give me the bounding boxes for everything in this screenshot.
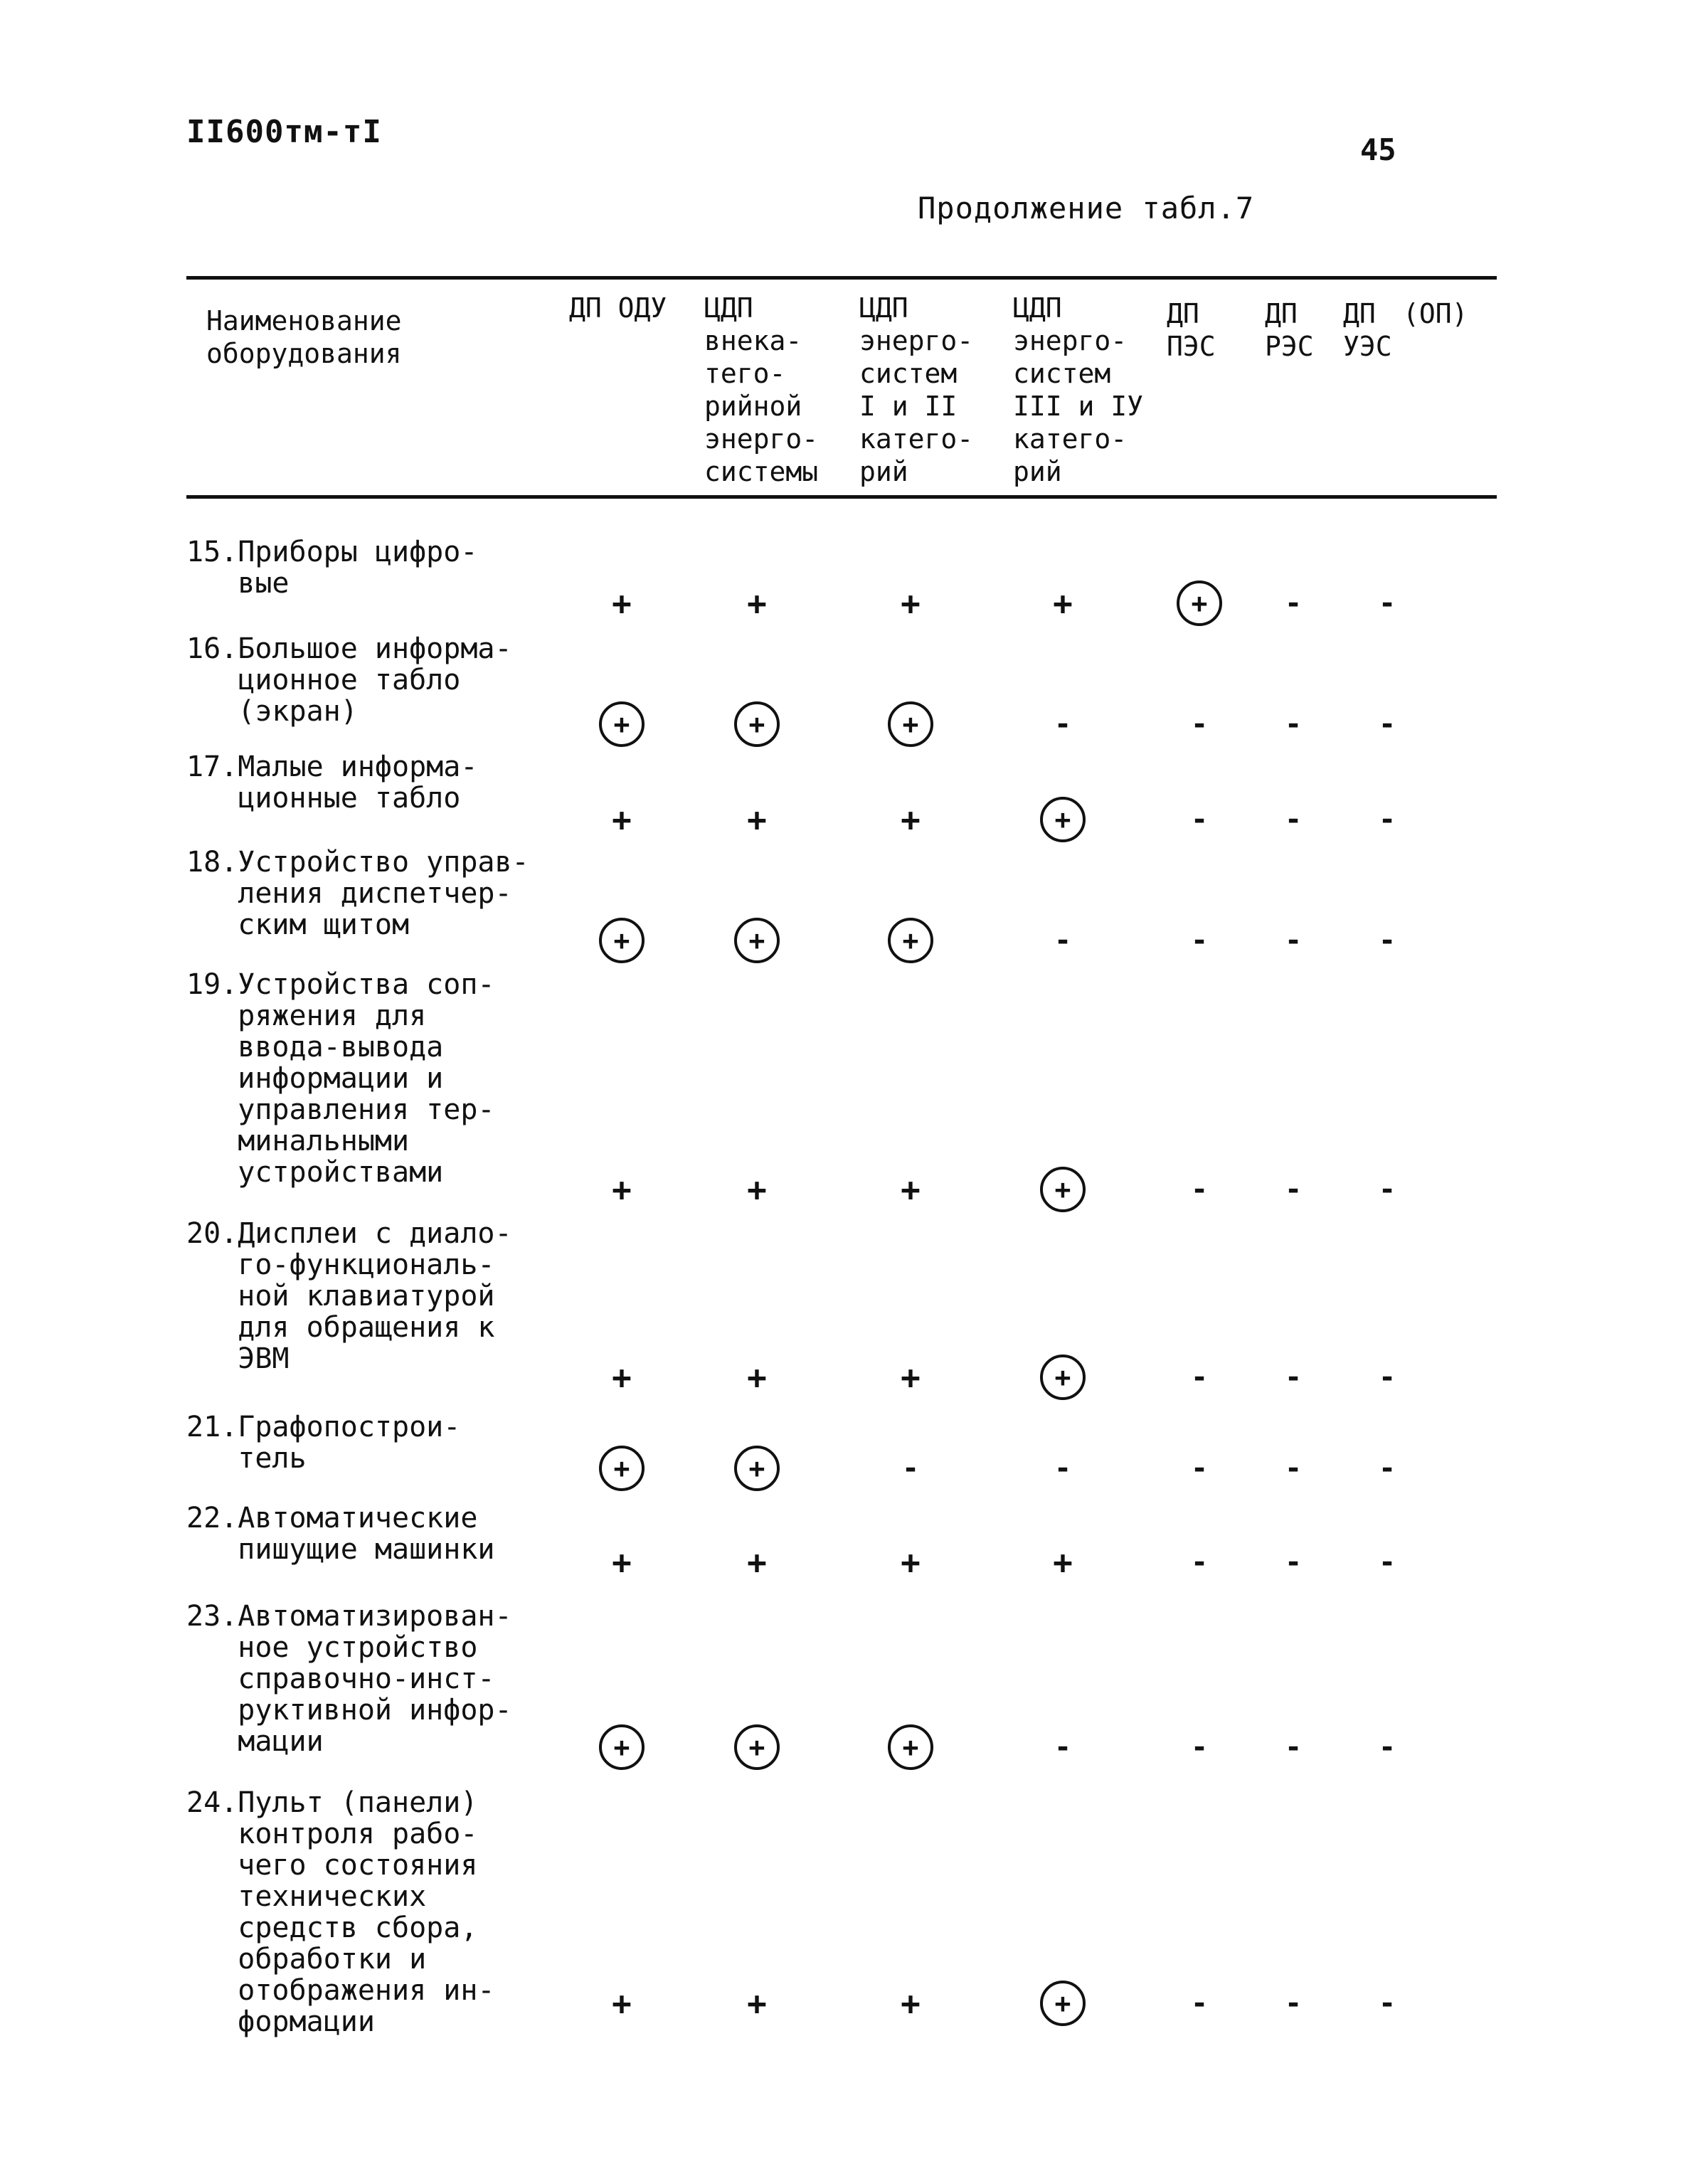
dash-mark: - (1284, 1361, 1303, 1394)
dash-mark: - (901, 1452, 920, 1485)
circled-plus-mark: + (1040, 797, 1086, 842)
header-col-dp-pes: ДП ПЭС (1167, 298, 1216, 362)
dash-mark: - (1190, 1731, 1209, 1764)
plus-mark: + (747, 1984, 767, 2023)
dash-mark: - (1190, 708, 1209, 741)
circled-plus-mark: + (599, 1724, 645, 1770)
dash-mark: - (1284, 1173, 1303, 1206)
dash-mark: - (1284, 803, 1303, 836)
header-equipment-name: Наименование оборудования (206, 305, 402, 369)
header-col-dp-ues: ДП УЭС (1343, 298, 1392, 362)
row-label: 23.Автоматизирован- ное устройство справочно-инст- руктивной инфор- мации (186, 1600, 512, 1758)
circled-plus-mark: + (1040, 1167, 1086, 1212)
header-col-dp-res: ДП РЭС (1265, 298, 1314, 362)
dash-mark: - (1284, 1546, 1303, 1579)
circled-plus-mark: + (734, 701, 780, 747)
circled-plus-mark: + (888, 701, 933, 747)
dash-mark: - (1378, 803, 1396, 836)
plus-mark: + (901, 1358, 921, 1396)
dash-mark: - (1378, 1731, 1396, 1764)
header-col-op: (ОП) (1403, 298, 1468, 329)
plus-mark: + (901, 1984, 921, 2023)
row-label: 16.Большое информа- ционное табло (экран) (186, 632, 512, 728)
circled-plus-mark: + (599, 701, 645, 747)
circled-plus-mark: + (1040, 1355, 1086, 1400)
circled-plus-mark: + (888, 918, 933, 963)
row-label: 21.Графопострои- тель (186, 1411, 461, 1475)
dash-mark: - (1378, 1173, 1396, 1206)
plus-mark: + (901, 800, 921, 839)
table-caption: Продолжение табл.7 (918, 191, 1255, 226)
row-label: 20.Дисплеи с диало- го-функциональ- ной клавиатурой для обращения к ЭВМ (186, 1217, 512, 1375)
dash-mark: - (1190, 1546, 1209, 1579)
circled-plus-mark: + (888, 1724, 933, 1770)
dash-mark: - (1284, 1731, 1303, 1764)
dash-mark: - (1378, 1361, 1396, 1394)
plus-mark: + (612, 1984, 632, 2023)
row-label: 17.Малые информа- ционные табло (186, 751, 478, 815)
dash-mark: - (1378, 1452, 1396, 1485)
plus-mark: + (747, 1170, 767, 1209)
plus-mark: + (612, 800, 632, 839)
row-label: 15.Приборы цифро- вые (186, 536, 478, 600)
header-col-cdp-noncategory: ЦДП внека- тего- рийной энерго- системы (704, 292, 819, 487)
dash-mark: - (1190, 1361, 1209, 1394)
plus-mark: + (1053, 584, 1073, 622)
dash-mark: - (1054, 708, 1072, 741)
circled-plus-mark: + (734, 918, 780, 963)
dash-mark: - (1284, 1452, 1303, 1485)
row-label: 24.Пульт (панели) контроля рабо- чего состояния технических средств сбора, обработки и отображения ин- формации (186, 1786, 495, 2038)
plus-mark: + (901, 1170, 921, 1209)
plus-mark: + (612, 1543, 632, 1581)
dash-mark: - (1054, 1452, 1072, 1485)
plus-mark: + (612, 1170, 632, 1209)
plus-mark: + (901, 1543, 921, 1581)
dash-mark: - (1378, 708, 1396, 741)
plus-mark: + (747, 800, 767, 839)
dash-mark: - (1054, 1731, 1072, 1764)
dash-mark: - (1190, 1452, 1209, 1485)
plus-mark: + (747, 1358, 767, 1396)
row-label: 22.Автоматические пишущие машинки (186, 1502, 495, 1566)
circled-plus-mark: + (734, 1446, 780, 1491)
plus-mark: + (1053, 1543, 1073, 1581)
table-top-rule (186, 276, 1497, 280)
circled-plus-mark: + (599, 918, 645, 963)
dash-mark: - (1378, 587, 1396, 620)
plus-mark: + (901, 584, 921, 622)
plus-mark: + (612, 584, 632, 622)
dash-mark: - (1378, 1546, 1396, 1579)
document-code: II600тм-тI (186, 114, 382, 150)
page-number: 45 (1360, 132, 1396, 167)
dash-mark: - (1378, 924, 1396, 957)
dash-mark: - (1284, 1987, 1303, 2020)
header-col-cdp-cat-3-4: ЦДП энерго- систем III и IУ катего- рий (1013, 292, 1144, 487)
dash-mark: - (1378, 1987, 1396, 2020)
header-bottom-rule (186, 495, 1497, 499)
dash-mark: - (1190, 924, 1209, 957)
plus-mark: + (747, 584, 767, 622)
dash-mark: - (1190, 1173, 1209, 1206)
row-label: 18.Устройство управ- ления диспетчер- ским щитом (186, 846, 529, 941)
plus-mark: + (612, 1358, 632, 1396)
header-col-dp-odu: ДП ОДУ (569, 292, 667, 324)
circled-plus-mark: + (1040, 1981, 1086, 2026)
dash-mark: - (1054, 924, 1072, 957)
dash-mark: - (1190, 1987, 1209, 2020)
circled-plus-mark: + (734, 1724, 780, 1770)
row-label: 19.Устройства соп- ряжения для ввода-вывода информации и управления тер- минальными устройствами (186, 968, 495, 1189)
dash-mark: - (1284, 708, 1303, 741)
dash-mark: - (1284, 924, 1303, 957)
circled-plus-mark: + (599, 1446, 645, 1491)
dash-mark: - (1190, 803, 1209, 836)
plus-mark: + (747, 1543, 767, 1581)
circled-plus-mark: + (1177, 581, 1222, 626)
header-col-cdp-cat-1-2: ЦДП энерго- систем I и II катего- рий (859, 292, 974, 487)
dash-mark: - (1284, 587, 1303, 620)
